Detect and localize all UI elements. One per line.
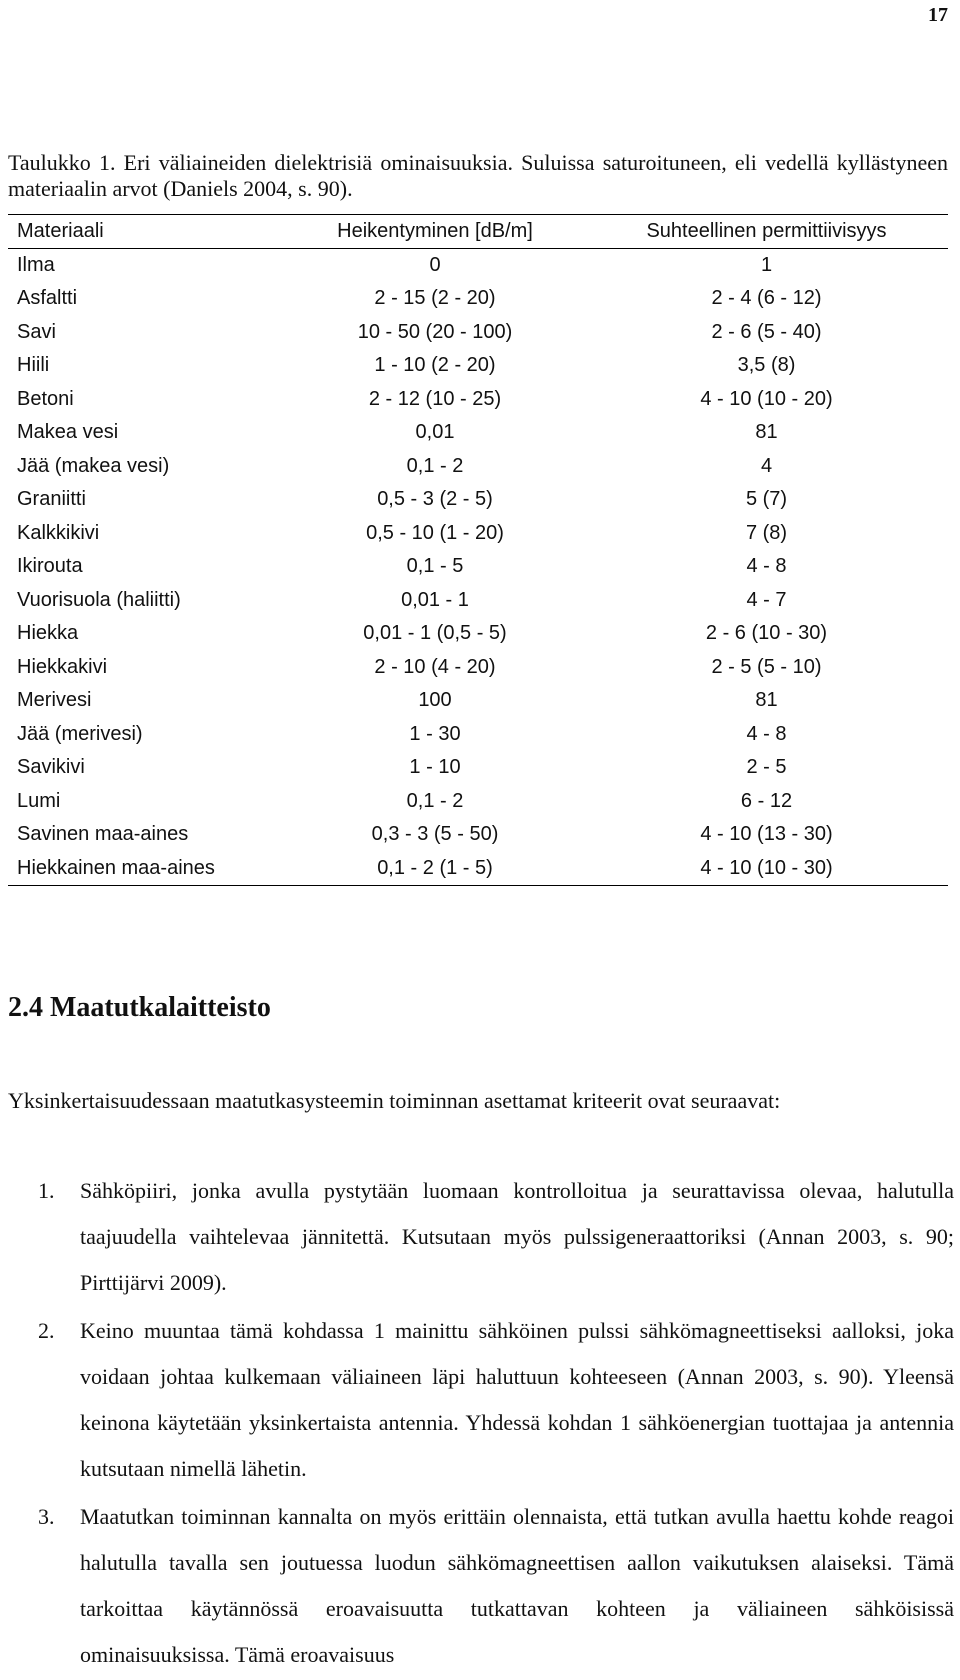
page-number: 17 (928, 4, 948, 26)
cell-material: Makea vesi (17, 421, 119, 444)
cell-permittivity: 4 - 10 (10 - 20) (700, 387, 833, 410)
table-row (8, 316, 948, 350)
table-row (8, 282, 948, 316)
cell-permittivity: 6 - 12 (740, 789, 793, 812)
list-item-text: Maatutkan toiminnan kannalta on myös erittäin olennaista, että tutkan avulla haettu kohde reagoi halutulla tavalla sen joutuessa luodun sähkömagneettisen aallon vaikutuksen alaiseksi. Tämä tarkoittaa käytännössä eroavaisuutta tutkattavan kohteen ja väliaineen sähköisissä ominaisuuksissa. Tämä eroavaisuus (80, 1504, 954, 1667)
cell-material: Merivesi (17, 689, 92, 712)
cell-attenuation: 0,01 - 1 (401, 588, 469, 611)
column-header-material: Materiaali (8, 215, 285, 249)
cell-material: Savikivi (17, 756, 85, 779)
criteria-list (8, 1168, 954, 1680)
column-header-attenuation: Heikentyminen [dB/m] (285, 215, 585, 249)
cell-attenuation: 2 - 10 (4 - 20) (374, 655, 496, 678)
cell-permittivity: 2 - 5 (5 - 10) (711, 655, 822, 678)
table-row (8, 818, 948, 852)
cell-permittivity: 81 (755, 421, 778, 444)
cell-permittivity: 2 - 6 (5 - 40) (711, 320, 822, 343)
cell-material: Kalkkikivi (17, 521, 100, 544)
list-item-number: 2. (38, 1318, 55, 1343)
table-row (8, 684, 948, 718)
cell-permittivity: 7 (8) (745, 521, 788, 544)
table-row (8, 383, 948, 417)
table-row (8, 617, 948, 651)
cell-attenuation: 0,1 - 5 (406, 555, 464, 578)
cell-material: Hiekka (17, 622, 79, 645)
column-header-permittivity: Suhteellinen permittiivisyys (585, 215, 948, 249)
cell-permittivity: 4 - 7 (746, 588, 787, 611)
cell-permittivity: 81 (755, 689, 778, 712)
list-item-text: Sähköpiiri, jonka avulla pystytään luomaan kontrolloitua ja seurattavissa olevaa, halutulla taajuudella vaihtelevaa jännitettä. Kutsutaan myös pulssigeneraattoriksi (Annan 2003, s. 90; Pirttijärvi 2009). (80, 1178, 954, 1295)
cell-attenuation: 0,01 - 1 (0,5 - 5) (363, 622, 507, 645)
cell-material: Hiili (17, 354, 50, 377)
cell-material: Vuorisuola (haliitti) (17, 588, 181, 611)
list-item (8, 1168, 954, 1306)
cell-attenuation: 0,5 - 10 (1 - 20) (366, 521, 504, 544)
cell-permittivity: 5 (7) (745, 488, 788, 511)
cell-attenuation: 0,3 - 3 (5 - 50) (371, 823, 499, 846)
cell-permittivity: 4 - 8 (746, 722, 787, 745)
table-row (8, 785, 948, 819)
table-row (8, 718, 948, 752)
cell-attenuation: 1 - 10 (2 - 20) (374, 354, 496, 377)
dielectric-table (8, 214, 948, 886)
cell-material: Jää (merivesi) (17, 722, 143, 745)
intro-paragraph: Yksinkertaisuudessaan maatutkasysteemin toiminnan asettamat kriteerit ovat seuraavat: (8, 1088, 781, 1113)
cell-attenuation: 1 - 10 (409, 756, 461, 779)
section-heading: 2.4 Maatutkalaitteisto (8, 992, 271, 1023)
cell-material: Betoni (17, 387, 74, 410)
cell-material: Ikirouta (17, 555, 83, 578)
list-item-number: 3. (38, 1504, 55, 1529)
table-header-row (8, 215, 948, 249)
cell-permittivity: 4 - 10 (10 - 30) (585, 852, 948, 886)
table-row (8, 483, 948, 517)
cell-permittivity: 2 - 4 (6 - 12) (711, 287, 822, 310)
cell-permittivity: 1 (760, 254, 773, 276)
list-item (8, 1308, 954, 1492)
cell-attenuation: 1 - 30 (409, 722, 461, 745)
cell-attenuation: 0,1 - 2 (1 - 5) (285, 852, 585, 886)
cell-material: Asfaltti (17, 287, 78, 310)
cell-material: Jää (makea vesi) (17, 454, 170, 477)
list-item (8, 1494, 954, 1678)
cell-permittivity: 4 (760, 454, 773, 477)
cell-attenuation: 100 (418, 689, 452, 712)
cell-attenuation: 2 - 12 (10 - 25) (368, 387, 502, 410)
cell-permittivity: 2 - 6 (10 - 30) (705, 622, 828, 645)
cell-material: Ilma (17, 254, 55, 276)
table-row (8, 450, 948, 484)
cell-attenuation: 0,1 - 2 (406, 454, 464, 477)
table-row (8, 651, 948, 685)
table-row (8, 852, 948, 886)
table-row (8, 249, 948, 283)
cell-attenuation: 2 - 15 (2 - 20) (374, 287, 496, 310)
cell-material: Hiekkakivi (17, 655, 108, 678)
cell-permittivity: 4 - 8 (746, 555, 787, 578)
cell-permittivity: 2 - 5 (746, 756, 787, 779)
cell-attenuation: 10 - 50 (20 - 100) (357, 320, 513, 343)
table-caption: Taulukko 1. Eri väliaineiden dielektrisiä ominaisuuksia. Suluissa saturoituneen, eli vedellä kyllästyneen materiaalin arvot (Daniels 2004, s. 90). (8, 150, 948, 201)
table-row (8, 416, 948, 450)
table-row (8, 349, 948, 383)
cell-material: Savi (17, 320, 56, 343)
table-row (8, 517, 948, 551)
cell-attenuation: 0,5 - 3 (2 - 5) (377, 488, 493, 511)
cell-material: Hiekkainen maa-aines (8, 852, 285, 886)
table-row (8, 584, 948, 618)
cell-permittivity: 4 - 10 (13 - 30) (700, 823, 833, 846)
cell-attenuation: 0 (429, 254, 441, 276)
list-item-text: Keino muuntaa tämä kohdassa 1 mainittu sähköinen pulssi sähkömagneettiseksi aalloksi, joka voidaan johtaa kulkemaan väliaineen läpi haluttuun kohteeseen (Annan 2003, s. 90). Yleensä keinona käytetään yksinkertaista antennia. Yhdessä kohdan 1 sähköenergian tuottajaa ja antennia kutsutaan nimellä lähetin. (80, 1318, 954, 1481)
table-row (8, 751, 948, 785)
cell-attenuation: 0,01 (415, 421, 455, 444)
list-item-number: 1. (38, 1178, 55, 1203)
cell-attenuation: 0,1 - 2 (406, 789, 464, 812)
cell-material: Graniitti (17, 488, 86, 511)
cell-permittivity: 3,5 (8) (737, 354, 796, 377)
cell-material: Savinen maa-aines (17, 823, 189, 846)
cell-material: Lumi (17, 789, 61, 812)
table-row (8, 550, 948, 584)
